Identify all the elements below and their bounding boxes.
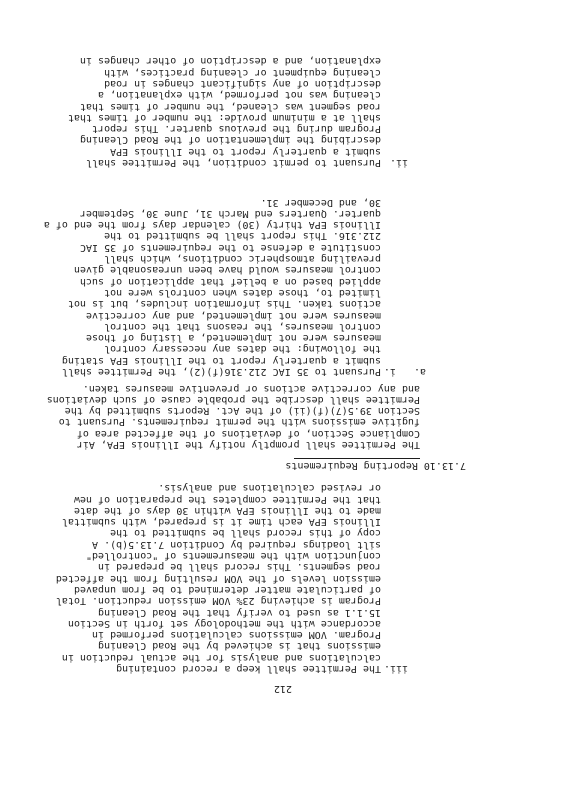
page-number: 212: [273, 683, 293, 694]
item-iii-marker: iii.: [383, 663, 408, 674]
text-line: emission levels of the VOM resulting from the affected: [55, 572, 381, 584]
text-line: made to the Illinois EPA within 30 days of the date: [73, 504, 381, 516]
text-line: control measures would have been unreasonable given: [73, 264, 381, 276]
text-line: 15.1.1 as used to verify that the Road Cleaning: [98, 606, 381, 618]
text-line: cleaning was not performed, with explanation, a: [98, 89, 381, 101]
text-line: Illinois EPA each time it is prepared, with submittal: [61, 516, 381, 528]
text-line: that the Permittee completes the preparation of new: [73, 493, 381, 505]
text-line: explanation, and a description of other changes in: [79, 55, 381, 67]
item-ii-paragraph: [68, 55, 381, 168]
text-line: applied based on a belief that application of such: [79, 275, 381, 287]
text-line: the following: the dates any necessary control: [104, 343, 381, 355]
item-a-i-marker: a. i.: [383, 366, 426, 377]
text-line: Program. VOM emissions calculations performed in: [92, 629, 381, 641]
text-line: Section 39.5(7)(f)(ii) of the Act. Reports submitted by the: [64, 405, 420, 417]
text-line: cleaning equipment or cleaning practices, with: [104, 66, 381, 78]
text-line: silt loadings required by Condition 7.13.5(b). A: [92, 538, 381, 550]
text-line: and any corrective actions or preventive measures taken.: [82, 382, 420, 394]
text-line: measures were not implemented, and any corrective: [85, 309, 381, 321]
text-line: road segments. This record shall be prepared in: [98, 561, 381, 573]
text-line: prevailing atmospheric conditions, which shall: [104, 253, 381, 265]
text-line: Illinois EPA thirty (30) calendar days from the end of a: [43, 219, 381, 231]
text-line: actions taken. This information includes, but is not: [67, 298, 381, 310]
text-line: describing the implementation of the Road Cleaning: [79, 134, 381, 146]
text-line: description of any significant changes in road: [104, 77, 381, 89]
text-line: submit a quarterly report to the Illinois EPA: [110, 145, 381, 157]
item-a-i-paragraph: [44, 196, 381, 377]
item-ii-marker: ii.: [389, 157, 408, 168]
text-line: Permittee shall describe the probable cause of such deviations: [46, 393, 420, 405]
text-line: quarter. Quarters end March 31, June 30, September: [79, 207, 381, 219]
section-heading-underline: [294, 458, 420, 459]
section-heading: 7.13.10 Reporting Requirements: [285, 460, 466, 471]
text-line: The Permittee shall promptly notify the Illinois EPA, Air: [76, 439, 420, 450]
text-line: The Permittee shall keep a record containing: [116, 663, 381, 674]
section-intro-paragraph: [47, 382, 420, 450]
text-line: or revised calculations and analysis.: [158, 482, 381, 494]
text-line: emissions that is achieved by the Road Cleaning: [98, 640, 381, 652]
text-line: constitute a defense to the requirements of 35 IAC: [79, 241, 381, 253]
text-line: calculations and analysis for the actual reduction in: [61, 651, 381, 663]
text-line: limited to, those dates when controls were not: [104, 286, 381, 298]
text-line: submit a quarterly report to the Illinois EPA stating: [61, 354, 381, 366]
item-iii-paragraph: [56, 482, 381, 674]
text-line: fugitive emissions with the permit requirements. Pursuant to: [58, 416, 420, 428]
text-line: measures were not implemented, a listing of those: [85, 332, 381, 344]
text-line: Program during the previous quarter. This report: [92, 123, 381, 135]
text-line: accordance with the methodology set forth in Section: [67, 617, 381, 629]
text-line: Pursuant to 35 IAC 212.316(f)(2), the Permittee shall: [61, 366, 381, 377]
text-line: copy of this record shall be submitted to the: [110, 527, 381, 539]
text-line: Pursuant to permit condition, the Permittee shall: [85, 157, 381, 168]
text-line: road segment was cleaned, the number of times that: [79, 100, 381, 112]
text-line: control measures, the reasons that the control: [104, 320, 381, 332]
text-line: shall at a minimum provide: the number of times that: [67, 111, 381, 123]
text-line: Program is achieving 23% VOM emission reduction. Total: [55, 595, 381, 607]
text-line: of particulate matter determined to be from unpaved: [73, 583, 381, 595]
text-line: Compliance Section, of deviations of the affected area of: [76, 427, 420, 439]
text-line: 212.316. This report shall be submitted to the: [104, 230, 381, 242]
text-line: 30, and December 31.: [260, 196, 381, 208]
text-line: conjunction with the measurements of "controlled": [85, 550, 381, 562]
